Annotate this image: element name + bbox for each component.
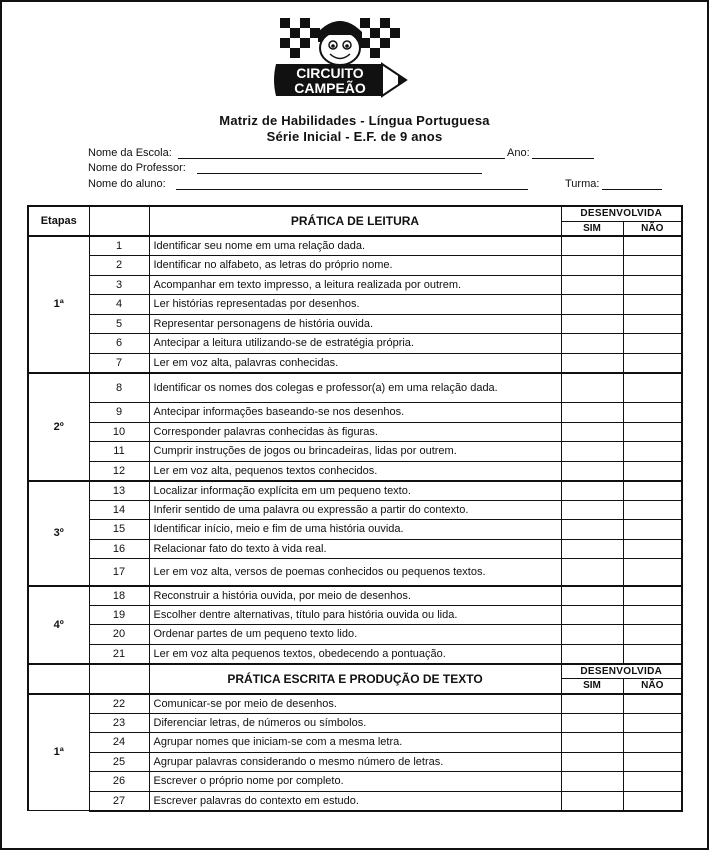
yes-checkbox-cell[interactable] bbox=[561, 752, 623, 772]
no-checkbox-cell[interactable] bbox=[623, 713, 682, 733]
skill-number: 27 bbox=[89, 791, 149, 811]
yes-checkbox-cell[interactable] bbox=[561, 791, 623, 811]
skill-number: 15 bbox=[89, 520, 149, 540]
yes-checkbox-cell[interactable] bbox=[561, 772, 623, 792]
table-row bbox=[28, 461, 682, 481]
skill-number: 19 bbox=[89, 605, 149, 625]
yes-checkbox-cell[interactable] bbox=[561, 605, 623, 625]
yes-checkbox-cell[interactable] bbox=[561, 733, 623, 753]
yes-checkbox-cell[interactable] bbox=[561, 256, 623, 276]
no-checkbox-cell[interactable] bbox=[623, 334, 682, 354]
skill-description: Ler em voz alta, palavras conhecidas. bbox=[149, 353, 561, 373]
yes-checkbox-cell[interactable] bbox=[561, 275, 623, 295]
no-checkbox-cell[interactable] bbox=[623, 236, 682, 256]
table-row bbox=[28, 314, 682, 334]
no-checkbox-cell[interactable] bbox=[623, 373, 682, 403]
table-row bbox=[28, 373, 682, 403]
table-row bbox=[28, 353, 682, 373]
skill-description: Corresponder palavras conhecidas às figuras. bbox=[149, 422, 561, 442]
skill-description: Acompanhar em texto impresso, a leitura realizada por outrem. bbox=[149, 275, 561, 295]
number-header bbox=[89, 206, 149, 236]
stage-label: 3º bbox=[28, 481, 89, 586]
table-row bbox=[28, 403, 682, 423]
no-checkbox-cell[interactable] bbox=[623, 559, 682, 586]
table-row bbox=[28, 733, 682, 753]
section-title: PRÁTICA ESCRITA E PRODUÇÃO DE TEXTO bbox=[149, 664, 561, 694]
table-row bbox=[28, 256, 682, 276]
table-row bbox=[28, 442, 682, 462]
skill-description: Ler em voz alta pequenos textos, obedecendo a pontuação. bbox=[149, 644, 561, 664]
table-row bbox=[28, 236, 682, 256]
no-checkbox-cell[interactable] bbox=[623, 733, 682, 753]
table-row bbox=[28, 539, 682, 559]
no-header: NÃO bbox=[623, 679, 682, 694]
class-input-line[interactable] bbox=[602, 178, 662, 190]
skill-description: Ler em voz alta, versos de poemas conhecidos ou pequenos textos. bbox=[149, 559, 561, 586]
skill-description: Identificar início, meio e fim de uma história ouvida. bbox=[149, 520, 561, 540]
no-checkbox-cell[interactable] bbox=[623, 442, 682, 462]
yes-checkbox-cell[interactable] bbox=[561, 353, 623, 373]
yes-checkbox-cell[interactable] bbox=[561, 373, 623, 403]
no-checkbox-cell[interactable] bbox=[623, 481, 682, 501]
no-checkbox-cell[interactable] bbox=[623, 644, 682, 664]
yes-header: SIM bbox=[561, 679, 623, 694]
skill-description: Inferir sentido de uma palavra ou expressão a partir do contexto. bbox=[149, 500, 561, 520]
skill-number: 10 bbox=[89, 422, 149, 442]
no-checkbox-cell[interactable] bbox=[623, 520, 682, 540]
skill-number: 5 bbox=[89, 314, 149, 334]
table-row bbox=[28, 772, 682, 792]
no-checkbox-cell[interactable] bbox=[623, 772, 682, 792]
skill-description: Identificar os nomes dos colegas e professor(a) em uma relação dada. bbox=[149, 373, 561, 403]
skill-description: Antecipar informações baseando-se nos desenhos. bbox=[149, 403, 561, 423]
school-input-line[interactable] bbox=[178, 147, 505, 159]
table-row bbox=[28, 625, 682, 645]
stage-label: 1ª bbox=[28, 236, 89, 373]
no-checkbox-cell[interactable] bbox=[623, 586, 682, 606]
yes-header: SIM bbox=[561, 221, 623, 236]
yes-checkbox-cell[interactable] bbox=[561, 694, 623, 714]
table-row bbox=[28, 520, 682, 540]
skill-description: Relacionar fato do texto à vida real. bbox=[149, 539, 561, 559]
yes-checkbox-cell[interactable] bbox=[561, 586, 623, 606]
skill-number: 22 bbox=[89, 694, 149, 714]
no-checkbox-cell[interactable] bbox=[623, 275, 682, 295]
skill-number: 11 bbox=[89, 442, 149, 462]
yes-checkbox-cell[interactable] bbox=[561, 403, 623, 423]
skill-description: Agrupar nomes que iniciam-se com a mesma letra. bbox=[149, 733, 561, 753]
table-row bbox=[28, 752, 682, 772]
yes-checkbox-cell[interactable] bbox=[561, 461, 623, 481]
yes-checkbox-cell[interactable] bbox=[561, 520, 623, 540]
skill-description: Reconstruir a história ouvida, por meio de desenhos. bbox=[149, 586, 561, 606]
skill-description: Escrever palavras do contexto em estudo. bbox=[149, 791, 561, 811]
table-row bbox=[28, 559, 682, 586]
no-checkbox-cell[interactable] bbox=[623, 353, 682, 373]
skill-description: Comunicar-se por meio de desenhos. bbox=[149, 694, 561, 714]
table-row bbox=[28, 586, 682, 606]
skill-number: 4 bbox=[89, 295, 149, 315]
skill-description: Localizar informação explícita em um pequeno texto. bbox=[149, 481, 561, 501]
no-checkbox-cell[interactable] bbox=[623, 403, 682, 423]
number-header bbox=[89, 664, 149, 694]
table-row bbox=[28, 791, 682, 811]
table-row bbox=[28, 500, 682, 520]
logo-graphic bbox=[270, 12, 410, 108]
yes-checkbox-cell[interactable] bbox=[561, 644, 623, 664]
developed-header: DESENVOLVIDA bbox=[561, 664, 682, 679]
logo-text-line1: CIRCUITO bbox=[296, 65, 364, 81]
document-title: Matriz de Habilidades - Língua Portuguesa bbox=[219, 113, 490, 128]
skill-number: 14 bbox=[89, 500, 149, 520]
table-row bbox=[28, 334, 682, 354]
stages-header: Etapas bbox=[28, 206, 89, 236]
skill-number: 26 bbox=[89, 772, 149, 792]
skill-number: 24 bbox=[89, 733, 149, 753]
skill-description: Identificar seu nome em uma relação dada. bbox=[149, 236, 561, 256]
table-row bbox=[28, 694, 682, 714]
section-title: PRÁTICA DE LEITURA bbox=[149, 206, 561, 236]
year-input-line[interactable] bbox=[532, 147, 594, 159]
skill-number: 7 bbox=[89, 353, 149, 373]
skill-description: Ler em voz alta, pequenos textos conhecidos. bbox=[149, 461, 561, 481]
no-checkbox-cell[interactable] bbox=[623, 625, 682, 645]
skill-number: 16 bbox=[89, 539, 149, 559]
section-header-row bbox=[28, 664, 682, 679]
stage-label: 1ª bbox=[28, 694, 89, 811]
table-row bbox=[28, 275, 682, 295]
table-row bbox=[28, 422, 682, 442]
stage-label: 4º bbox=[28, 586, 89, 664]
no-header: NÃO bbox=[623, 221, 682, 236]
yes-checkbox-cell[interactable] bbox=[561, 481, 623, 501]
school-label: Nome da Escola: bbox=[88, 147, 172, 159]
skill-number: 20 bbox=[89, 625, 149, 645]
skill-description: Ordenar partes de um pequeno texto lido. bbox=[149, 625, 561, 645]
skill-description: Diferenciar letras, de números ou símbolos. bbox=[149, 713, 561, 733]
stages-header bbox=[28, 664, 89, 694]
no-checkbox-cell[interactable] bbox=[623, 256, 682, 276]
skill-number: 17 bbox=[89, 559, 149, 586]
yes-checkbox-cell[interactable] bbox=[561, 295, 623, 315]
no-checkbox-cell[interactable] bbox=[623, 500, 682, 520]
skills-matrix-table bbox=[27, 205, 683, 812]
mascot-icon bbox=[318, 21, 362, 65]
skill-number: 1 bbox=[89, 236, 149, 256]
skill-number: 21 bbox=[89, 644, 149, 664]
no-checkbox-cell[interactable] bbox=[623, 539, 682, 559]
yes-checkbox-cell[interactable] bbox=[561, 422, 623, 442]
skill-number: 12 bbox=[89, 461, 149, 481]
no-checkbox-cell[interactable] bbox=[623, 422, 682, 442]
table-row bbox=[28, 481, 682, 501]
skill-number: 2 bbox=[89, 256, 149, 276]
yes-checkbox-cell[interactable] bbox=[561, 539, 623, 559]
skill-description: Ler histórias representadas por desenhos. bbox=[149, 295, 561, 315]
skill-number: 6 bbox=[89, 334, 149, 354]
yes-checkbox-cell[interactable] bbox=[561, 334, 623, 354]
skill-description: Antecipar a leitura utilizando-se de estratégia própria. bbox=[149, 334, 561, 354]
logo-text-line2: CAMPEÃO bbox=[294, 80, 366, 96]
yes-checkbox-cell[interactable] bbox=[561, 314, 623, 334]
document-subtitle: Série Inicial - E.F. de 9 anos bbox=[266, 129, 443, 144]
yes-checkbox-cell[interactable] bbox=[561, 500, 623, 520]
developed-header: DESENVOLVIDA bbox=[561, 206, 682, 221]
teacher-input-line[interactable] bbox=[197, 162, 482, 174]
skill-number: 13 bbox=[89, 481, 149, 501]
skill-description: Representar personagens de história ouvida. bbox=[149, 314, 561, 334]
no-checkbox-cell[interactable] bbox=[623, 694, 682, 714]
table-row bbox=[28, 644, 682, 664]
no-checkbox-cell[interactable] bbox=[623, 314, 682, 334]
teacher-label: Nome do Professor: bbox=[88, 162, 186, 174]
no-checkbox-cell[interactable] bbox=[623, 461, 682, 481]
no-checkbox-cell[interactable] bbox=[623, 791, 682, 811]
skill-description: Identificar no alfabeto, as letras do próprio nome. bbox=[149, 256, 561, 276]
student-label: Nome do aluno: bbox=[88, 178, 166, 190]
no-checkbox-cell[interactable] bbox=[623, 295, 682, 315]
yes-checkbox-cell[interactable] bbox=[561, 713, 623, 733]
yes-checkbox-cell[interactable] bbox=[561, 442, 623, 462]
section-header-row bbox=[28, 206, 682, 221]
yes-checkbox-cell[interactable] bbox=[561, 236, 623, 256]
table-row bbox=[28, 713, 682, 733]
skill-number: 18 bbox=[89, 586, 149, 606]
skill-number: 23 bbox=[89, 713, 149, 733]
skill-number: 25 bbox=[89, 752, 149, 772]
skill-number: 3 bbox=[89, 275, 149, 295]
student-input-line[interactable] bbox=[176, 178, 528, 190]
no-checkbox-cell[interactable] bbox=[623, 752, 682, 772]
class-label: Turma: bbox=[565, 178, 600, 190]
skill-description: Agrupar palavras considerando o mesmo número de letras. bbox=[149, 752, 561, 772]
skill-description: Escrever o próprio nome por completo. bbox=[149, 772, 561, 792]
skill-number: 9 bbox=[89, 403, 149, 423]
skill-description: Escolher dentre alternativas, título para história ouvida ou lida. bbox=[149, 605, 561, 625]
skill-number: 8 bbox=[89, 373, 149, 403]
stage-label: 2º bbox=[28, 373, 89, 481]
year-label: Ano: bbox=[507, 147, 530, 159]
yes-checkbox-cell[interactable] bbox=[561, 625, 623, 645]
skill-description: Cumprir instruções de jogos ou brincadeiras, lidas por outrem. bbox=[149, 442, 561, 462]
no-checkbox-cell[interactable] bbox=[623, 605, 682, 625]
table-row bbox=[28, 295, 682, 315]
circuito-campeao-logo bbox=[270, 12, 410, 108]
yes-checkbox-cell[interactable] bbox=[561, 559, 623, 586]
table-row bbox=[28, 605, 682, 625]
